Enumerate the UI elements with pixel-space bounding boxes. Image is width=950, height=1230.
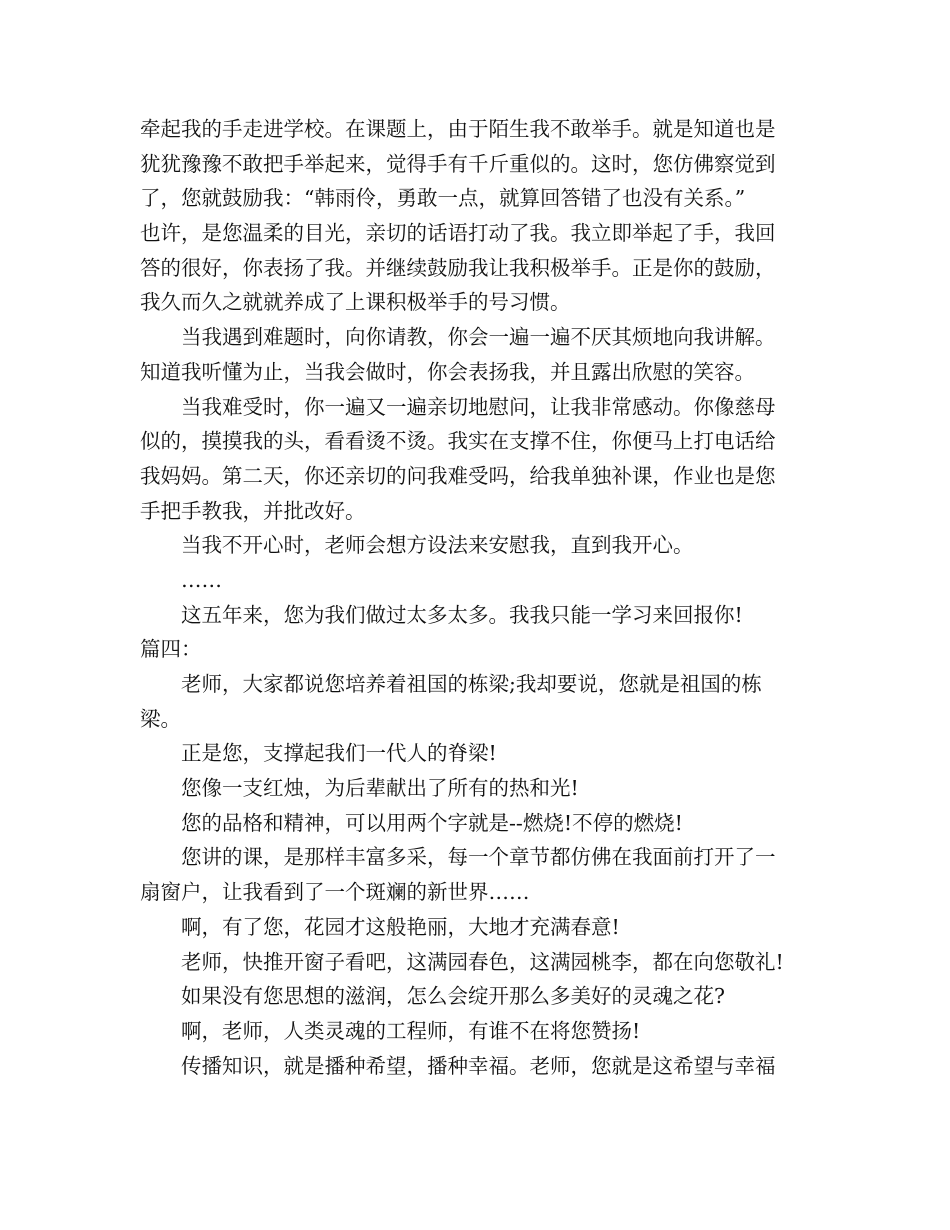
text-line: 我妈妈。第二天，你还亲切的问我难受吗，给我单独补课，作业也是您 <box>140 463 776 488</box>
text-line: 答的很好，你表扬了我。并继续鼓励我让我积极举手。正是你的鼓励， <box>140 255 776 280</box>
text-line: 啊，有了您，花园才这般艳丽，大地才充满春意! <box>181 914 620 939</box>
section-heading: 篇四： <box>140 637 202 662</box>
text-line: 犹犹豫豫不敢把手举起来，觉得手有千斤重似的。这时，您仿佛察觉到 <box>140 151 776 176</box>
text-line: 了，您就鼓励我：“韩雨伶，勇敢一点，就算回答错了也没有关系。” <box>140 186 746 211</box>
text-line: 老师，快推开窗子看吧，这满园春色，这满园桃李，都在向您敬礼! <box>181 949 784 974</box>
text-line: 当我遇到难题时，向你请教，你会一遍一遍不厌其烦地向我讲解。 <box>181 325 776 350</box>
text-line: 老师，大家都说您培养着祖国的栋梁;我却要说，您就是祖国的栋 <box>181 672 762 696</box>
text-line: 我久而久之就就养成了上课积极举手的号习惯。 <box>140 290 571 315</box>
text-line: 如果没有您思想的滋润，怎么会绽开那么多美好的灵魂之花? <box>181 984 725 1009</box>
text-line: 这五年来，您为我们做过太多太多。我我只能一学习来回报你! <box>181 602 743 627</box>
text-line: 您的品格和精神，可以用两个字就是--燃烧!不停的燃烧! <box>181 810 683 835</box>
document-body <box>140 112 830 1083</box>
text-line: 手把手教我，并批改好。 <box>140 498 366 523</box>
text-line: 您讲的课，是那样丰富多采，每一个章节都仿佛在我面前打开了一 <box>181 845 776 870</box>
text-line: 您像一支红烛，为后辈献出了所有的热和光! <box>181 776 579 801</box>
text-line: 正是您，支撑起我们一代人的脊梁! <box>181 741 497 766</box>
text-line: 扇窗户，让我看到了一个斑斓的新世界…… <box>140 880 530 905</box>
text-line: 当我不开心时，老师会想方设法来安慰我，直到我开心。 <box>181 533 694 558</box>
text-line: 当我难受时，你一遍又一遍亲切地慰问，让我非常感动。你像慈母 <box>181 394 776 419</box>
text-line: 知道我听懂为止，当我会做时，你会表扬我，并且露出欣慰的笑容。 <box>140 359 755 384</box>
text-line: 梁。 <box>140 706 181 731</box>
text-line: 啊，老师，人类灵魂的工程师，有谁不在将您赞扬! <box>181 1018 641 1043</box>
text-line: 也许，是您温柔的目光，亲切的话语打动了我。我立即举起了手，我回 <box>140 221 776 246</box>
text-line: 传播知识，就是播种希望，播种幸福。老师，您就是这希望与幸福 <box>181 1053 776 1078</box>
ellipsis-line: …… <box>181 567 222 592</box>
text-line: 似的，摸摸我的头，看看烫不烫。我实在支撑不住，你便马上打电话给 <box>140 429 776 454</box>
text-line: 牵起我的手走进学校。在课题上，由于陌生我不敢举手。就是知道也是 <box>140 117 776 141</box>
